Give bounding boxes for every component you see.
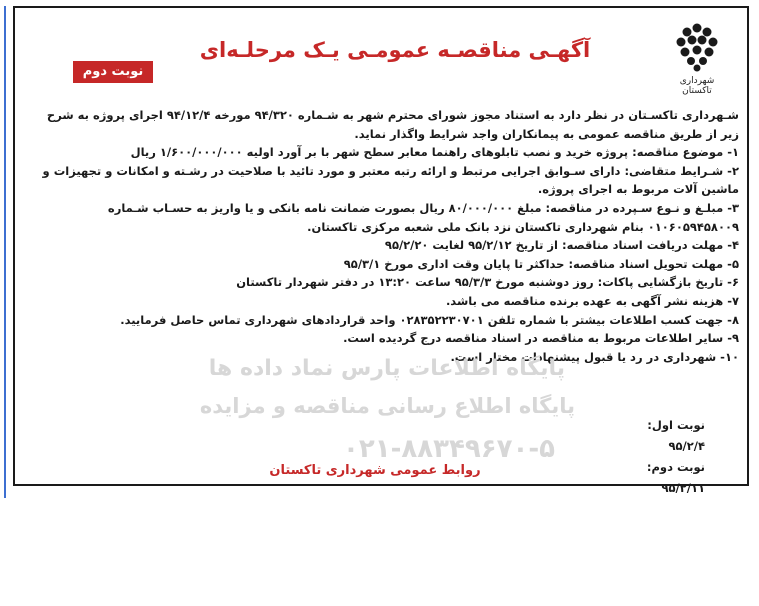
second-publication-row <box>595 457 705 499</box>
clause-item: ۱۰- شهرداری در رد یا قبول پیشنهادات مختار است. <box>450 349 739 364</box>
signature: روابط عمومی شهرداری تاکستان <box>269 463 481 478</box>
logo-emblem-icon <box>665 18 729 76</box>
first-publication-row <box>595 415 705 457</box>
first-publication-date: ۹۵/۲/۴ <box>668 439 705 453</box>
clause-item: ۵- مهلت تحویل اسناد مناقصه: حداکثر تا پایان وقت اداری مورخ ۹۵/۳/۱ <box>343 256 739 271</box>
clause-item: ۹- سایر اطلاعات مربوط به مناقصه در اسناد مناقصه درج گردیده است. <box>343 331 739 346</box>
watermark-line: پایگاه اطلاع رسانی مناقصه و مزایده <box>199 394 575 418</box>
logo-caption: شهرداری تاکستان <box>679 76 715 96</box>
left-edge-rule <box>4 6 6 498</box>
watermark-phone: ۰۲۱-۸۸۳۴۹۶۷۰-۵ <box>342 434 555 464</box>
clause-item: ۲- شـرایط متقاضی: دارای سـوابق اجرایی مرتبط و ارائه رتبه معتبر و مورد تائید با صلاحیت در رشـته و امکانات و تجهیزات و ماشین آلات مربوط به اجرای پروژه. <box>42 163 739 197</box>
notice-title: آگهـی مناقصـه عمومـی یـک مرحلـه‌ای <box>199 38 591 62</box>
clause-item: ۷- هزینه نشر آگهی به عهده برنده مناقصه می باشد. <box>445 293 739 308</box>
second-publication-label: نوبت دوم: <box>646 460 705 474</box>
second-publication-badge: نوبت دوم <box>73 61 153 83</box>
notice-body <box>39 106 739 366</box>
notice-frame <box>13 6 749 495</box>
clause-item: ۴- مهلت دریافت اسناد مناقصه: از تاریخ ۹۵/۲/۱۲ لغایت ۹۵/۲/۲۰ <box>384 238 739 253</box>
second-publication-date: ۹۵/۲/۱۱ <box>661 481 705 495</box>
publication-dates <box>595 415 705 499</box>
municipality-logo <box>665 18 729 94</box>
clause-item: ۱- موضوع مناقصه: پروژه خرید و نصب تابلوهای راهنما معابر سطح شهر با بر آورد اولیه ۱/۶۰۰/۰۰۰/۰۰۰ ریال <box>130 145 739 160</box>
watermark-line: پایگاه اطلاعات پارس نماد داده ها <box>208 356 565 381</box>
clause-item: ۶- تاریخ بازگشایی پاکات: روز دوشنبه مورخ ۹۵/۳/۳ ساعت ۱۳:۲۰ در دفتر شهردار تاکستان <box>236 275 739 290</box>
intro-paragraph: شـهرداری تاکسـتان در نظر دارد به استناد مجوز شورای محترم شهر به شـماره ۹۴/۳۲۰ مورخه ۹۴/۱۲/۴ اجرای پروژه به شرح زیر از طریق مناقصه عمومی به پیمانکاران واجد شرایط واگذار نماید. <box>46 108 739 141</box>
clause-item: ۳- مبلـغ و نـوع سـپرده در مناقصه: مبلغ ۸۰/۰۰۰/۰۰۰ ریال بصورت ضمانت نامه بانکی و یا واریز به حسـاب شـماره ۰۱۰۶۰۵۹۴۵۸۰۰۹ بنام شهرداری تاکستان نزد بانک ملی شعبه مرکزی تاکستان. <box>107 200 739 234</box>
clause-item: ۸- جهت کسب اطلاعات بیشتر با شماره تلفن ۰۲۸۳۵۲۲۳۰۷۰۱ واحد قراردادهای شهرداری تماس حاصل فرمایید. <box>120 312 739 327</box>
first-publication-label: نوبت اول: <box>647 418 705 432</box>
